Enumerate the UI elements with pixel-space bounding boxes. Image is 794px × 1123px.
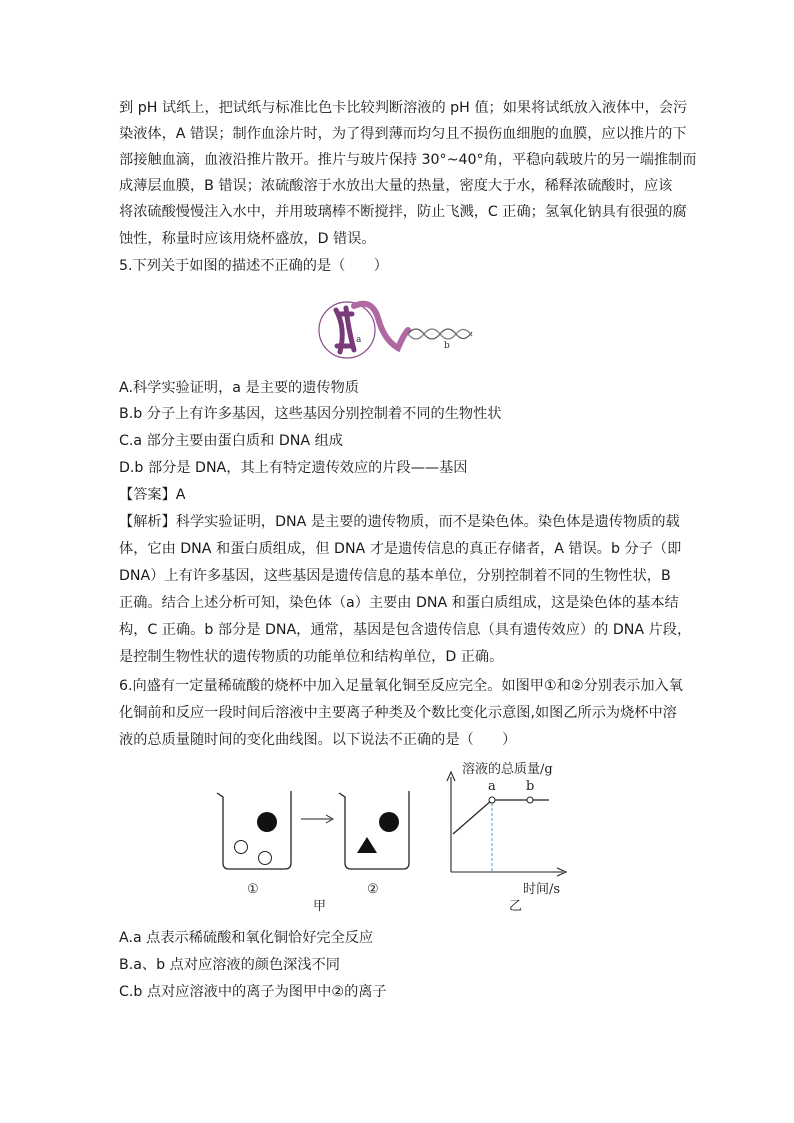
explanation-line: 到 pH 试纸上，把试纸与标准比色卡比较判断溶液的 pH 值；如果将试纸放入液体中，会污 — [119, 100, 688, 116]
question-6-stem: 化铜前和反应一段时间后溶液中主要离子种类及个数比变化示意图,如图乙所示为烧杯中溶 — [119, 705, 677, 721]
point-a-label: a — [488, 779, 496, 794]
question-6-stem: 6.向盛有一定量稀硫酸的烧杯中加入足量氧化铜至反应完全。如图甲①和②分别表示加入氧 — [119, 678, 683, 694]
ion-small-open — [259, 852, 272, 865]
label-b: b — [444, 341, 450, 351]
point-b-label: b — [526, 779, 535, 794]
ion-triangle — [357, 837, 377, 853]
option-b: B.b 分子上有许多基因，这些基因分别控制着不同的生物性状 — [119, 406, 502, 422]
ion-small-open — [235, 841, 248, 854]
ion-large-filled — [379, 812, 399, 832]
point-a-marker — [489, 797, 495, 803]
explanation-line: 将浓硫酸慢慢注入水中，并用玻璃棒不断搅拌，防止飞溅，C 正确；氢氧化钠具有很强的腐 — [119, 204, 687, 220]
option-d: D.b 部分是 DNA，其上有特定遗传效应的片段——基因 — [119, 460, 468, 476]
chromosome-shape — [336, 308, 354, 352]
analysis-line: DNA）上有许多基因，这些基因是遗传信息的基本单位，分别控制着不同的生物性状，B — [119, 568, 671, 584]
analysis-line: 体，它由 DNA 和蛋白质组成，但 DNA 才是遗传信息的真正存储者，A 错误。b 分子（即 — [119, 541, 682, 557]
option-a: A.科学实验证明，a 是主要的遗传物质 — [119, 380, 359, 396]
option-c: C.b 点对应溶液中的离子为图甲中②的离子 — [119, 984, 387, 1000]
analysis-line: 构，C 正确。b 部分是 DNA，通常，基因是包含遗传信息（具有遗传效应）的 DNA 片段， — [119, 622, 692, 638]
dna-helix-2 — [408, 329, 472, 339]
beaker-1 — [217, 791, 291, 869]
option-c: C.a 部分主要由蛋白质和 DNA 组成 — [119, 433, 343, 449]
option-a: A.a 点表示稀硫酸和氧化铜恰好完全反应 — [119, 930, 374, 946]
figure-jia-label: 甲 — [313, 899, 327, 914]
question-6-stem: 液的总质量随时间的变化曲线图。以下说法不正确的是（ ） — [119, 732, 517, 748]
question-5-stem: 5.下列关于如图的描述不正确的是（ ） — [119, 258, 388, 274]
reaction-figure — [205, 755, 585, 915]
explanation-line: 部接触血滴，血液沿推片散开。推片与玻片保持 30°~40°角，平稳向载玻片的另一端推制而 — [119, 152, 697, 168]
y-axis-label: 溶液的总质量/g — [462, 762, 553, 777]
analysis-line: 【解析】科学实验证明，DNA 是主要的遗传物质，而不是染色体。染色体是遗传物质的载 — [119, 514, 680, 530]
x-axis-label: 时间/s — [523, 882, 561, 897]
beaker-2-label: ② — [367, 882, 379, 897]
ion-large-filled — [257, 812, 277, 832]
mass-curve — [453, 800, 549, 834]
chromosome-dna-figure — [312, 290, 482, 365]
label-a: a — [356, 335, 362, 345]
option-b: B.a、b 点对应溶液的颜色深浅不同 — [119, 957, 340, 973]
explanation-line: 染液体，A 错误；制作血涂片时，为了得到薄而均匀且不损伤血细胞的血膜，应以推片的下 — [119, 126, 687, 142]
explanation-line: 蚀性，称量时应该用烧杯盛放，D 错误。 — [119, 231, 376, 247]
unwinding-strand — [354, 304, 408, 348]
beaker-2 — [339, 791, 409, 869]
beaker-1-label: ① — [247, 882, 259, 897]
analysis-line: 正确。结合上述分析可知，染色体（a）主要由 DNA 和蛋白质组成，这是染色体的基本结 — [119, 595, 679, 611]
answer: 【答案】A — [119, 487, 186, 503]
analysis-line: 是控制生物性状的遗传物质的功能单位和结构单位，D 正确。 — [119, 649, 504, 665]
figure-yi-label: 乙 — [509, 899, 523, 914]
mass-time-graph — [447, 761, 566, 914]
point-b-marker — [527, 797, 533, 803]
explanation-line: 成薄层血膜，B 错误；浓硫酸溶于水放出大量的热量，密度大于水，稀释浓硫酸时，应该 — [119, 178, 673, 194]
